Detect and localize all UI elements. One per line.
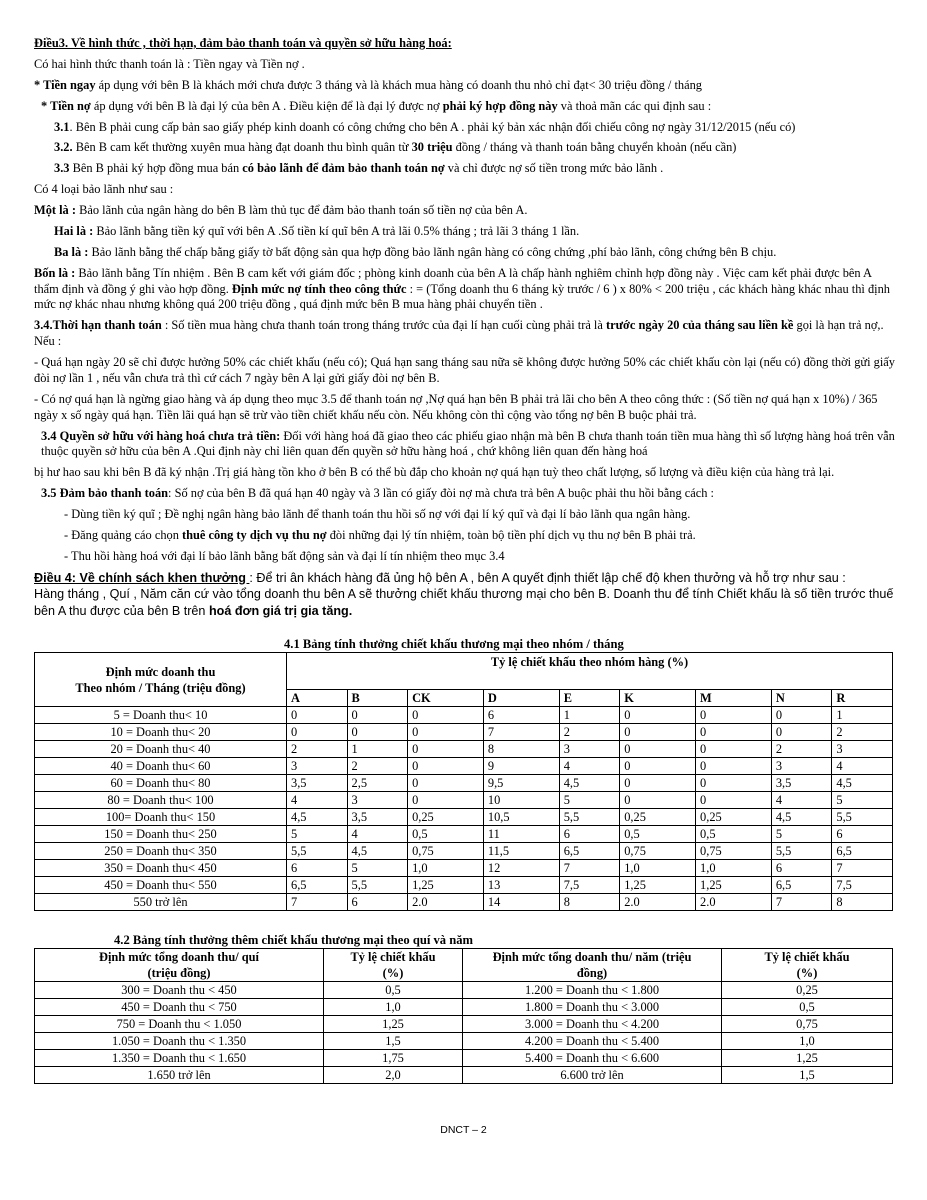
discount-rate-cell: 4,5 — [347, 843, 408, 860]
discount-rate-cell: 3,5 — [287, 775, 348, 792]
year-rate-header: Tỷ lệ chiết khấu (%) — [722, 949, 893, 982]
discount-rate-cell: 11,5 — [483, 843, 559, 860]
discount-rate-cell: 0 — [696, 775, 772, 792]
discount-rate-cell: 6 — [483, 707, 559, 724]
group-header-cell: N — [771, 690, 832, 707]
discount-rate-cell: 2 — [771, 741, 832, 758]
discount-rate-cell: 0 — [408, 707, 484, 724]
table-row — [35, 894, 893, 911]
discount-rate-cell: 6 — [559, 826, 620, 843]
clause-3-5-item-2: - Đăng quảng cáo chọn thuê công ty dịch vụ thu nợ đòi những đại lý tín nhiệm, toàn bộ tiền phí dịch vụ thu nợ bên B phải trả. — [64, 527, 696, 542]
table-row — [35, 877, 893, 894]
discount-rate-cell: 4,5 — [559, 775, 620, 792]
year-range-cell: 6.600 trở lên — [463, 1067, 722, 1084]
discount-rate-cell: 2 — [347, 758, 408, 775]
late-payment-rule-1: - Quá hạn ngày 20 sẽ chỉ được hưởng 50% các chiết khấu (nếu có); Quá hạn sang tháng sau nữa sẽ không được hưởng 50% các chiết khấu còn lại (nếu có) đồng thời gửi giấy đòi nợ lần 1 , nếu vẫn chưa trả thì cứ cách 7 ngày bên A lại gửi giấy đòi nợ bên B. — [34, 355, 895, 385]
year-rate-cell: 0,75 — [722, 1016, 893, 1033]
discount-rate-cell: 0,75 — [408, 843, 484, 860]
table-row — [35, 843, 893, 860]
discount-rate-cell: 8 — [832, 894, 893, 911]
table-row — [35, 758, 893, 775]
table-row — [35, 1067, 893, 1084]
discount-rate-cell: 0 — [287, 724, 348, 741]
discount-rate-cell: 4 — [347, 826, 408, 843]
table-row — [35, 724, 893, 741]
revenue-range-cell: 550 trở lên — [35, 894, 287, 911]
quarterly-yearly-discount-table — [34, 948, 893, 1084]
discount-rate-cell: 10,5 — [483, 809, 559, 826]
discount-rate-cell: 0 — [620, 741, 696, 758]
clause-3-3: 3.3 Bên B phải ký hợp đồng mua bán có bảo lãnh để đảm bảo thanh toán nợ và chỉ được nợ số tiền trong mức bảo lãnh . — [54, 161, 664, 176]
table-row — [35, 1033, 893, 1050]
discount-rate-cell: 6,5 — [771, 877, 832, 894]
quarter-range-cell: 1.350 = Doanh thu < 1.650 — [35, 1050, 324, 1067]
discount-rate-cell: 0 — [696, 724, 772, 741]
discount-rate-cell: 3 — [559, 741, 620, 758]
discount-rate-cell: 6,5 — [832, 843, 893, 860]
clause-3-5: 3.5 Đảm bảo thanh toán: Số nợ của bên B đã quá hạn 40 ngày và 3 lần có giấy đòi nợ mà chưa trả bên A buộc phải thu hồi bằng cách : — [41, 486, 714, 501]
quarter-range-cell: 1.650 trở lên — [35, 1067, 324, 1084]
discount-rate-cell: 1,0 — [408, 860, 484, 877]
discount-rate-cell: 0 — [347, 724, 408, 741]
discount-rate-cell: 0,25 — [408, 809, 484, 826]
discount-rate-cell: 1 — [832, 707, 893, 724]
quarter-rate-cell: 2,0 — [324, 1067, 463, 1084]
document-page — [34, 36, 896, 1084]
discount-rate-cell: 13 — [483, 877, 559, 894]
table-row — [35, 809, 893, 826]
revenue-range-cell: 450 = Doanh thu< 550 — [35, 877, 287, 894]
discount-rate-cell: 0 — [771, 724, 832, 741]
clause-3-2: 3.2. Bên B cam kết thường xuyên mua hàng đạt doanh thu bình quân từ 30 triệu đồng / tháng và thanh toán bằng chuyển khoản (nếu cần) — [54, 140, 737, 155]
discount-rate-cell: 5 — [559, 792, 620, 809]
discount-rate-cell: 9,5 — [483, 775, 559, 792]
discount-rate-cell: 12 — [483, 860, 559, 877]
table-header-row — [35, 949, 893, 982]
revenue-range-cell: 150 = Doanh thu< 250 — [35, 826, 287, 843]
revenue-range-cell: 60 = Doanh thu< 80 — [35, 775, 287, 792]
discount-rate-cell: 5 — [347, 860, 408, 877]
table-4-1-caption: 4.1 Bảng tính thưởng chiết khấu thương mại theo nhóm / tháng — [284, 637, 624, 652]
discount-rate-cell: 0 — [620, 724, 696, 741]
discount-rate-cell: 10 — [483, 792, 559, 809]
discount-rate-cell: 4 — [559, 758, 620, 775]
discount-rate-cell: 2.0 — [620, 894, 696, 911]
monthly-discount-table — [34, 652, 893, 911]
discount-rate-cell: 0,5 — [696, 826, 772, 843]
revenue-range-cell: 5 = Doanh thu< 10 — [35, 707, 287, 724]
discount-rate-cell: 6,5 — [559, 843, 620, 860]
discount-rate-cell: 0 — [696, 758, 772, 775]
clause-3-4-ownership-cont: bị hư hao sau khi bên B đã ký nhận .Trị giá hàng tồn kho ở bên B có thể bù đắp cho khoản nợ quá hạn tuỳ theo chất lượng, số lượng và điều kiện của hàng trả lại. — [34, 465, 835, 480]
discount-rate-cell: 3 — [287, 758, 348, 775]
revenue-range-header: Định mức doanh thu Theo nhóm / Tháng (triệu đồng) — [35, 653, 287, 707]
discount-rate-cell: 2.0 — [408, 894, 484, 911]
discount-rate-cell: 0 — [408, 758, 484, 775]
discount-rate-cell: 1,25 — [408, 877, 484, 894]
year-range-cell: 3.000 = Doanh thu < 4.200 — [463, 1016, 722, 1033]
discount-rate-header: Tỷ lệ chiết khấu theo nhóm hàng (%) — [287, 653, 893, 690]
revenue-range-cell: 100= Doanh thu< 150 — [35, 809, 287, 826]
discount-rate-cell: 2 — [832, 724, 893, 741]
year-range-header: Định mức tổng doanh thu/ năm (triệu đồng) — [463, 949, 722, 982]
group-header-cell: B — [347, 690, 408, 707]
revenue-range-cell: 40 = Doanh thu< 60 — [35, 758, 287, 775]
discount-rate-cell: 4 — [832, 758, 893, 775]
clause-3-4-payment-term: 3.4.Thời hạn thanh toán : Số tiền mua hàng chưa thanh toán trong tháng trước của đại lí hạn cuối cùng phải trả là trước ngày 20 của tháng sau liền kề gọi là hạn trả nợ,. Nếu : — [34, 318, 884, 349]
quarter-rate-cell: 1,75 — [324, 1050, 463, 1067]
discount-rate-cell: 7 — [287, 894, 348, 911]
discount-rate-cell: 3 — [771, 758, 832, 775]
group-header-cell: CK — [408, 690, 484, 707]
quarter-range-cell: 1.050 = Doanh thu < 1.350 — [35, 1033, 324, 1050]
guarantee-type-3: Ba là : Bảo lãnh bằng thế chấp bằng giấy tờ bất động sản qua hợp đồng bảo lãnh ngân hàng có công chứng ,phí bảo lãnh, công chứng bên B chịu. — [54, 244, 777, 259]
year-rate-cell: 1,25 — [722, 1050, 893, 1067]
discount-rate-cell: 0 — [620, 775, 696, 792]
discount-rate-cell: 0 — [696, 792, 772, 809]
quarter-rate-cell: 1,0 — [324, 999, 463, 1016]
year-range-cell: 1.200 = Doanh thu < 1.800 — [463, 982, 722, 999]
year-range-cell: 4.200 = Doanh thu < 5.400 — [463, 1033, 722, 1050]
guarantee-type-1: Một là : Bảo lãnh của ngân hàng do bên B làm thủ tục để đảm bảo thanh toán số tiền nợ của bên A. — [34, 203, 528, 217]
discount-rate-cell: 0,75 — [696, 843, 772, 860]
discount-rate-cell: 1,25 — [696, 877, 772, 894]
discount-rate-cell: 4 — [287, 792, 348, 809]
discount-rate-cell: 0 — [620, 758, 696, 775]
discount-rate-cell: 0,25 — [696, 809, 772, 826]
revenue-range-cell: 80 = Doanh thu< 100 — [35, 792, 287, 809]
discount-rate-cell: 5,5 — [287, 843, 348, 860]
table-row — [35, 982, 893, 999]
quarter-range-header: Định mức tổng doanh thu/ quí (triệu đồng) — [35, 949, 324, 982]
group-header-cell: E — [559, 690, 620, 707]
table-header-row — [35, 653, 893, 690]
discount-rate-cell: 2 — [559, 724, 620, 741]
discount-rate-cell: 5,5 — [559, 809, 620, 826]
year-range-cell: 5.400 = Doanh thu < 6.600 — [463, 1050, 722, 1067]
discount-rate-cell: 5 — [832, 792, 893, 809]
cash-payment-clause: * Tiền ngay áp dụng với bên B là khách mới chưa được 3 tháng và là khách mua hàng có doanh thu nhỏ chỉ đạt< 30 triệu đồng / tháng — [34, 77, 702, 92]
discount-rate-cell: 7 — [832, 860, 893, 877]
clause-3-5-item-1: - Dùng tiền ký quĩ ; Đề nghị ngân hàng bảo lãnh để thanh toán thu hồi số nợ với đại lí ký quĩ và đại lí bảo lãnh qua ngân hàng. — [64, 507, 691, 521]
late-payment-rule-2: - Có nợ quá hạn là ngừng giao hàng và áp dụng theo mục 3.5 để thanh toán nợ ,Nợ quá hạn bên B phải trả lãi cho bên A theo công thức : (Số tiền nợ quá hạn x 10%) / 365 ngày x số ngày quá hạn. Tiền lãi quá hạn sẽ trừ vào tiền chiết khấu nếu còn. Nếu không còn thì cộng vào tổng nợ bên B buộc phải trả. — [34, 391, 878, 422]
page-footer: DNCT – 2 — [440, 1124, 487, 1136]
discount-rate-cell: 0 — [287, 707, 348, 724]
year-rate-cell: 0,5 — [722, 999, 893, 1016]
table-row — [35, 741, 893, 758]
table-row — [35, 860, 893, 877]
table-row — [35, 1050, 893, 1067]
discount-rate-cell: 5,5 — [347, 877, 408, 894]
clause-3-4-ownership: 3.4 Quyền sở hữu với hàng hoá chưa trả tiền: Đối với hàng hoá đã giao theo các phiếu giao nhận mà bên B chưa thanh toán tiền mua hàng thì số lượng hàng hoá trên vẫn thuộc quyền sở hữu của bên A .Qui định này chỉ liên quan đến quyền sở hữu hàng hoá , chứ không liên quan đến hàng hoá — [41, 428, 895, 459]
quarter-rate-cell: 0,5 — [324, 982, 463, 999]
guarantee-types-intro: Có 4 loại bảo lãnh như sau : — [34, 182, 174, 197]
discount-rate-cell: 0 — [620, 707, 696, 724]
year-rate-cell: 1,5 — [722, 1067, 893, 1084]
discount-rate-cell: 0 — [347, 707, 408, 724]
guarantee-type-4: Bốn là : Bảo lãnh bằng Tín nhiệm . Bên B cam kết với giám đốc ; phòng kinh doanh của bên A là chấp hành nghiêm chỉnh hợp đồng này . Việc cam kết phải được bên A thẩm định và đồng ý ghi vào hợp đồng. Định mức nợ tính theo công thức : = (Tổng doanh thu 6 tháng kỳ trước / 6 ) x 80% < 200 triệu , các khách hàng khác nhau thì định mức nợ khác nhau nhưng không quá 200 triệu đồng , quá định mức bên B mua hàng phải chuyển tiền . — [34, 265, 891, 312]
clause-3-5-item-3: - Thu hồi hàng hoá với đại lí bảo lãnh bằng bất động sản và đại lí tín nhiệm theo mục 3.4 — [64, 548, 505, 563]
discount-rate-cell: 6 — [287, 860, 348, 877]
discount-rate-cell: 0,75 — [620, 843, 696, 860]
article-3-heading: Điều3. Về hình thức , thời hạn, đảm bảo thanh toán và quyền sở hữu hàng hoá: — [34, 36, 452, 50]
revenue-range-cell: 10 = Doanh thu< 20 — [35, 724, 287, 741]
year-rate-cell: 0,25 — [722, 982, 893, 999]
discount-rate-cell: 0 — [696, 741, 772, 758]
discount-rate-cell: 5 — [771, 826, 832, 843]
discount-rate-cell: 0 — [408, 724, 484, 741]
group-header-cell: A — [287, 690, 348, 707]
discount-rate-cell: 6 — [832, 826, 893, 843]
discount-rate-cell: 5,5 — [771, 843, 832, 860]
year-rate-cell: 1,0 — [722, 1033, 893, 1050]
discount-rate-cell: 9 — [483, 758, 559, 775]
discount-rate-cell: 8 — [559, 894, 620, 911]
discount-rate-cell: 1,25 — [620, 877, 696, 894]
discount-rate-cell: 0 — [408, 792, 484, 809]
discount-rate-cell: 0,5 — [408, 826, 484, 843]
discount-rate-cell: 1 — [559, 707, 620, 724]
discount-rate-cell: 3 — [347, 792, 408, 809]
article-4-intro: Điều 4: Về chính sách khen thưởng : Để tri ân khách hàng đã ủng hộ bên A , bên A quyết định thiết lập chế độ khen thưởng và hỗ trợ như sau : — [34, 570, 846, 585]
article-4-basis: Hàng tháng , Quí , Năm căn cứ vào tổng doanh thu bên A sẽ thưởng chiết khấu thương mại cho bên B. Doanh thu để tính Chiết khấu là số tiền trước thuế bên A thu được của bên B trên hoá đơn giá trị gia tăng. — [34, 587, 894, 618]
quarter-range-cell: 750 = Doanh thu < 1.050 — [35, 1016, 324, 1033]
discount-rate-cell: 6,5 — [287, 877, 348, 894]
quarter-rate-cell: 1,5 — [324, 1033, 463, 1050]
table-4-2-caption: 4.2 Bảng tính thưởng thêm chiết khấu thương mại theo quí và năm — [114, 933, 474, 948]
discount-rate-cell: 0,25 — [620, 809, 696, 826]
discount-rate-cell: 4,5 — [771, 809, 832, 826]
clause-3-1: 3.1. Bên B phải cung cấp bản sao giấy phép kinh doanh có công chứng cho bên A . phải ký bản xác nhận đối chiếu công nợ ngày 31/12/2015 (nếu có) — [54, 119, 796, 134]
discount-rate-cell: 5 — [287, 826, 348, 843]
discount-rate-cell: 6 — [771, 860, 832, 877]
quarter-rate-header: Tỷ lệ chiết khấu (%) — [324, 949, 463, 982]
discount-rate-cell: 0 — [620, 792, 696, 809]
guarantee-type-2: Hai là : Bảo lãnh bằng tiền ký quĩ với bên A .Số tiền kí quĩ bên A trả lãi 0.5% tháng ; trả lãi 3 tháng 1 lần. — [54, 223, 580, 238]
table-row — [35, 792, 893, 809]
discount-rate-cell: 0,5 — [620, 826, 696, 843]
quarter-range-cell: 450 = Doanh thu < 750 — [35, 999, 324, 1016]
discount-rate-cell: 14 — [483, 894, 559, 911]
discount-rate-cell: 7 — [483, 724, 559, 741]
table-row — [35, 999, 893, 1016]
discount-rate-cell: 8 — [483, 741, 559, 758]
table-row — [35, 775, 893, 792]
discount-rate-cell: 7,5 — [832, 877, 893, 894]
revenue-range-cell: 350 = Doanh thu< 450 — [35, 860, 287, 877]
debt-payment-clause: * Tiền nợ áp dụng với bên B là đại lý của bên A . Điều kiện để là đại lý được nợ phải ký hợp đồng này và thoả mãn các qui định sau : — [41, 98, 712, 113]
revenue-range-cell: 20 = Doanh thu< 40 — [35, 741, 287, 758]
group-header-cell: R — [832, 690, 893, 707]
discount-rate-cell: 1 — [347, 741, 408, 758]
discount-rate-cell: 7 — [559, 860, 620, 877]
discount-rate-cell: 2 — [287, 741, 348, 758]
discount-rate-cell: 3,5 — [771, 775, 832, 792]
discount-rate-cell: 4,5 — [832, 775, 893, 792]
discount-rate-cell: 11 — [483, 826, 559, 843]
discount-rate-cell: 4 — [771, 792, 832, 809]
revenue-range-cell: 250 = Doanh thu< 350 — [35, 843, 287, 860]
table-row — [35, 826, 893, 843]
payment-forms: Có hai hình thức thanh toán là : Tiền ngay và Tiền nợ . — [34, 56, 305, 71]
group-header-cell: D — [483, 690, 559, 707]
discount-rate-cell: 2,5 — [347, 775, 408, 792]
discount-rate-cell: 1,0 — [696, 860, 772, 877]
discount-rate-cell: 1,0 — [620, 860, 696, 877]
discount-rate-cell: 0 — [408, 775, 484, 792]
discount-rate-cell: 0 — [408, 741, 484, 758]
group-header-cell: K — [620, 690, 696, 707]
discount-rate-cell: 7 — [771, 894, 832, 911]
discount-rate-cell: 0 — [696, 707, 772, 724]
quarter-range-cell: 300 = Doanh thu < 450 — [35, 982, 324, 999]
discount-rate-cell: 0 — [771, 707, 832, 724]
discount-rate-cell: 7,5 — [559, 877, 620, 894]
table-row — [35, 707, 893, 724]
discount-rate-cell: 6 — [347, 894, 408, 911]
quarter-rate-cell: 1,25 — [324, 1016, 463, 1033]
group-header-cell: M — [696, 690, 772, 707]
discount-rate-cell: 4,5 — [287, 809, 348, 826]
year-range-cell: 1.800 = Doanh thu < 3.000 — [463, 999, 722, 1016]
table-row — [35, 1016, 893, 1033]
discount-rate-cell: 5,5 — [832, 809, 893, 826]
discount-rate-cell: 3 — [832, 741, 893, 758]
discount-rate-cell: 2.0 — [696, 894, 772, 911]
discount-rate-cell: 3,5 — [347, 809, 408, 826]
